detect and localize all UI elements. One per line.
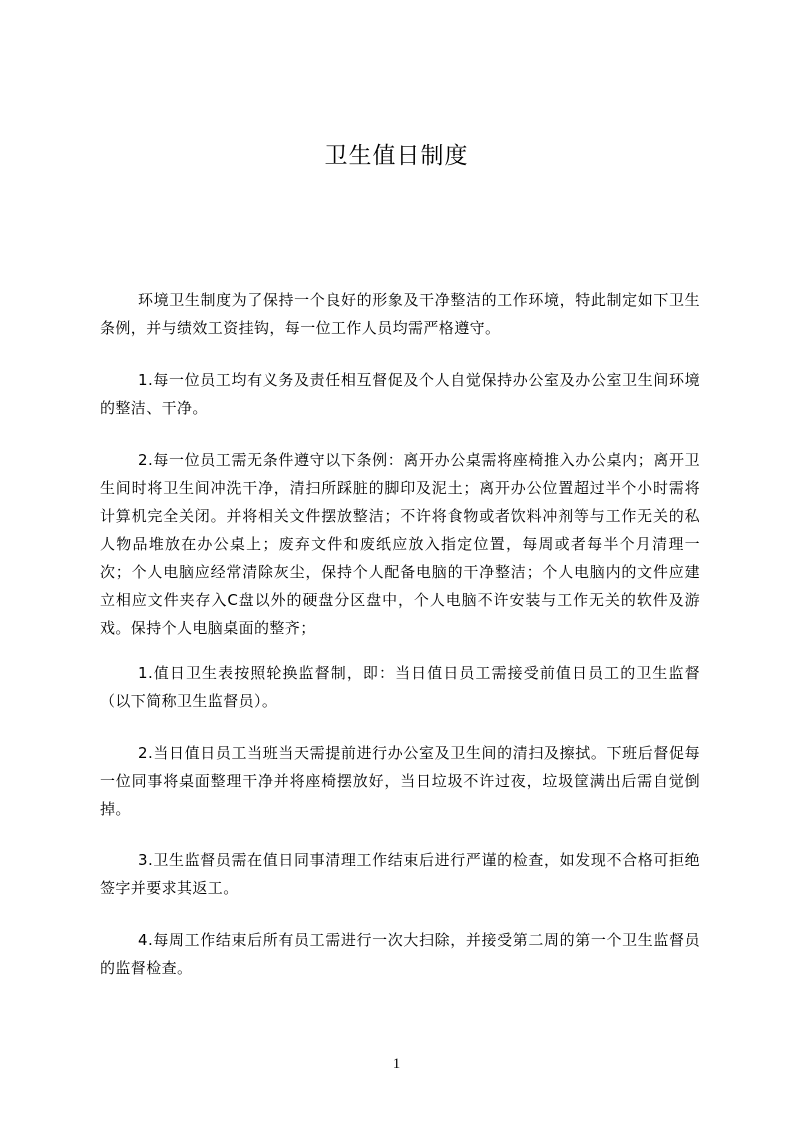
duty-rule-4-paragraph-block [100, 926, 700, 982]
rule-1-paragraph-block [100, 366, 700, 422]
intro-paragraph: 环境卫生制度为了保持一个良好的形象及干净整洁的工作环境，特此制定如下卫生条例，并与绩效工资挂钩，每一位工作人员均需严格遵守。 [100, 291, 700, 337]
duty-rule-3-paragraph: 3.卫生监督员需在值日同事清理工作结束后进行严谨的检查，如发现不合格可拒绝签字并要求其返工。 [100, 851, 700, 897]
duty-rule-1-paragraph-block [100, 659, 700, 715]
page-number: 1 [392, 1056, 401, 1072]
rule-2-paragraph: 2.每一位员工需无条件遵守以下条例：离开办公桌需将座椅推入办公桌内；离开卫生间时将卫生间冲洗干净，清扫所踩脏的脚印及泥土；离开办公位置超过半个小时需将计算机完全关闭。并将相关文件摆放整洁；不许将食物或者饮料冲剂等与工作无关的私人物品堆放在办公桌上；废弃文件和废纸应放入指定位置，每周或者每半个月清理一次；个人电脑应经常清除灰尘，保持个人配备电脑的干净整洁；个人电脑内的文件应建立相应文件夹存入C盘以外的硬盘分区盘中，个人电脑不许安装与工作无关的软件及游戏。保持个人电脑桌面的整齐； [100, 451, 700, 637]
duty-rule-2-paragraph-block [100, 739, 700, 823]
document-title: 卫生值日制度 [324, 143, 469, 169]
rule-1-paragraph: 1.每一位员工均有义务及责任相互督促及个人自觉保持办公室及办公室卫生间环境的整洁、干净。 [100, 371, 700, 417]
intro-paragraph-block [100, 286, 700, 342]
duty-rule-2-paragraph: 2.当日值日员工当班当天需提前进行办公室及卫生间的清扫及擦拭。下班后督促每一位同事将桌面整理干净并将座椅摆放好，当日垃圾不许过夜，垃圾筐满出后需自觉倒掉。 [100, 744, 700, 818]
rule-2-paragraph-block [100, 446, 700, 642]
duty-rule-1-paragraph: 1.值日卫生表按照轮换监督制，即：当日值日员工需接受前值日员工的卫生监督（以下简称卫生监督员）。 [100, 664, 700, 710]
duty-rule-4-paragraph: 4.每周工作结束后所有员工需进行一次大扫除，并接受第二周的第一个卫生监督员的监督检查。 [100, 931, 700, 977]
duty-rule-3-paragraph-block [100, 846, 700, 902]
